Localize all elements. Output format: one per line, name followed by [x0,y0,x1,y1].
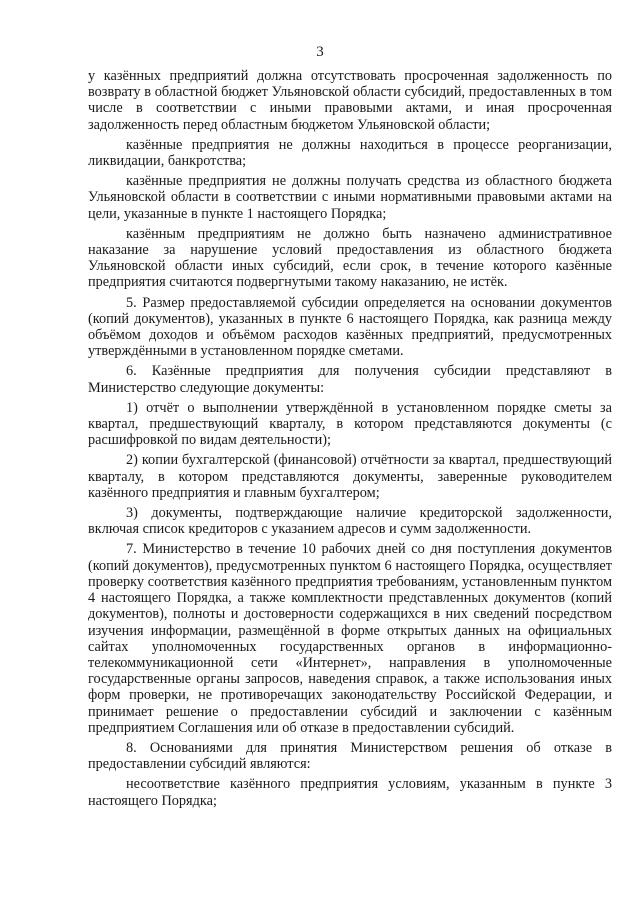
paragraph: 2) копии бухгалтерской (финансовой) отчётности за квартал, предшествующий кварталу, в котором представляются документы, заверенные руководителем казённого предприятия и главным бухгалтером; [88,452,612,501]
paragraph: 6. Казённые предприятия для получения субсидии представляют в Министерство следующие документы: [88,363,612,396]
paragraph: несоответствие казённого предприятия условиям, указанным в пункте 3 настоящего Порядка; [88,776,612,809]
paragraph: казённым предприятиям не должно быть назначено административное наказание за нарушение условий предоставления из областного бюджета Ульяновской области иных субсидий, если срок, в течение которого казённые предприятия считаются подвергнутыми такому наказанию, не истёк. [88,225,612,291]
paragraph: казённые предприятия не должны находиться в процессе реорганизации, ликвидации, банкротства; [88,136,612,170]
paragraph: казённые предприятия не должны получать средства из областного бюджета Ульяновской области в соответствии с иными нормативными правовыми актами на цели, указанные в пункте 1 настоящего Порядка; [88,173,612,222]
paragraph: 1) отчёт о выполнении утверждённой в установленном порядке сметы за квартал, предшествующий кварталу, в котором представляются документы (с расшифровкой по видам деятельности); [88,399,612,449]
paragraph: 5. Размер предоставляемой субсидии определяется на основании документов (копий документов), указанных в пункте 6 настоящего Порядка, как разница между объёмом доходов и объёмом расходов казённых предприятий, предусмотренных утверждёнными в установленном порядке сметами. [88,294,612,360]
paragraph: 3) документы, подтверждающие наличие кредиторской задолженности, включая список кредиторов с указанием адресов и сумм задолженности. [88,505,612,538]
page-number: 3 [316,44,324,60]
document-body [88,68,612,813]
paragraph: у казённых предприятий должна отсутствовать просроченная задолженность по возврату в областной бюджет Ульяновской области субсидий, предоставленных в том числе в соответствии с иными правовыми актами, и иная просроченная задолженность перед областным бюджетом Ульяновской области; [88,68,612,133]
paragraph: 7. Министерство в течение 10 рабочих дней со дня поступления документов (копий документов), предусмотренных пунктом 6 настоящего Порядка, осуществляет проверку соответствия казённого предприятия требованиям, установленным пунктом 4 настоящего Порядка, а также комплектности представленных документов (копий документов), полноты и достоверности содержащихся в них сведений посредством изучения информации, размещённой в форме открытых данных на официальных сайтах уполномоченных государственных органов в информационно-телекоммуникационной сети «Интернет», направления в уполномоченные государственные органы запросов, наведения справок, а также использования иных форм проверки, не противоречащих законодательству Российской Федерации, и принимает решение о предоставлении субсидий и заключении с казённым предприятием Соглашения или об отказе в предоставлении субсидий. [88,541,612,736]
paragraph: 8. Основаниями для принятия Министерством решения об отказе в предоставлении субсидий являются: [88,739,612,773]
